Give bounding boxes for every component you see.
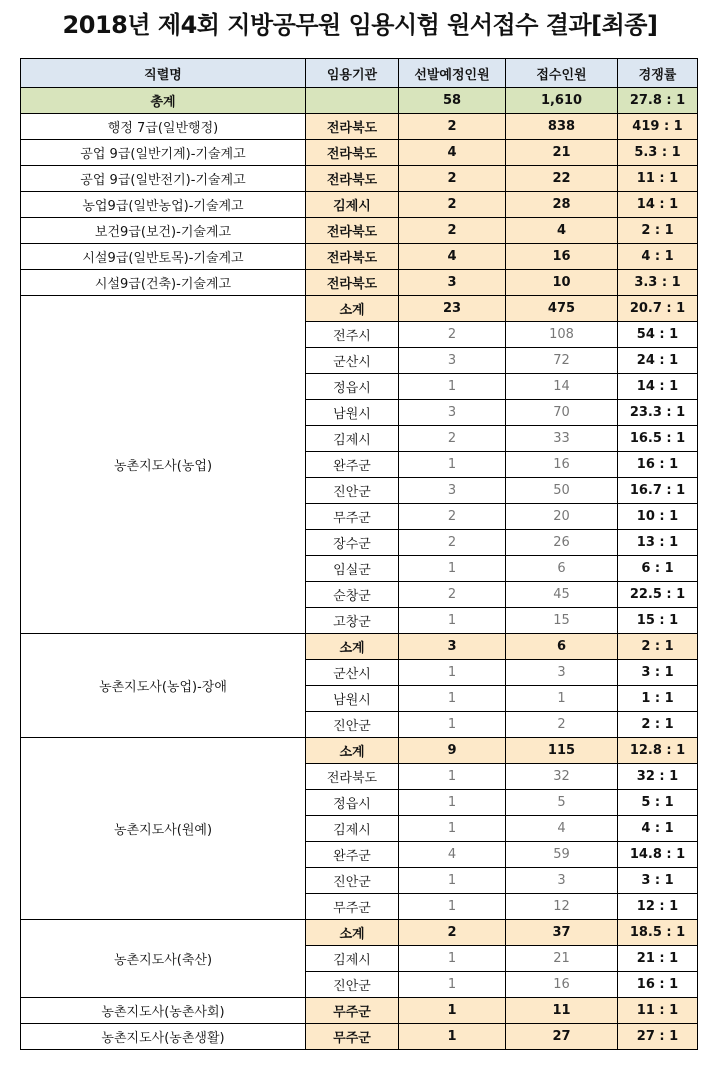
group-job-name: 농촌지도사(농업) bbox=[21, 296, 306, 634]
header-selected: 선발예정인원 bbox=[399, 59, 506, 88]
selected-count: 4 bbox=[399, 842, 506, 868]
selected-count: 1 bbox=[399, 868, 506, 894]
subtotal-selected: 23 bbox=[399, 296, 506, 322]
applicant-count: 1 bbox=[506, 686, 618, 712]
job-name: 보건9급(보건)-기술계고 bbox=[21, 218, 306, 244]
total-org bbox=[306, 88, 399, 114]
table-row bbox=[21, 244, 698, 270]
subtotal-row bbox=[21, 296, 698, 322]
competition-ratio: 3 : 1 bbox=[618, 660, 698, 686]
selected-count: 2 bbox=[399, 504, 506, 530]
org-name: 무주군 bbox=[306, 504, 399, 530]
subtotal-label: 소계 bbox=[306, 738, 399, 764]
applicant-count: 59 bbox=[506, 842, 618, 868]
org-name: 진안군 bbox=[306, 868, 399, 894]
subtotal-ratio: 20.7 : 1 bbox=[618, 296, 698, 322]
subtotal-applicants: 475 bbox=[506, 296, 618, 322]
org-name: 남원시 bbox=[306, 400, 399, 426]
selected-count: 2 bbox=[399, 426, 506, 452]
competition-ratio: 27 : 1 bbox=[618, 1024, 698, 1050]
group-job-name: 농촌지도사(농업)-장애 bbox=[21, 634, 306, 738]
org-name: 무주군 bbox=[306, 998, 399, 1024]
applicant-count: 2 bbox=[506, 712, 618, 738]
job-name: 농업9급(일반농업)-기술계고 bbox=[21, 192, 306, 218]
selected-count: 3 bbox=[399, 270, 506, 296]
subtotal-row bbox=[21, 738, 698, 764]
org-name: 김제시 bbox=[306, 946, 399, 972]
competition-ratio: 14 : 1 bbox=[618, 192, 698, 218]
competition-ratio: 22.5 : 1 bbox=[618, 582, 698, 608]
org-name: 전라북도 bbox=[306, 114, 399, 140]
applicant-count: 21 bbox=[506, 946, 618, 972]
org-name: 전라북도 bbox=[306, 764, 399, 790]
selected-count: 1 bbox=[399, 374, 506, 400]
total-row bbox=[21, 88, 698, 114]
competition-ratio: 5 : 1 bbox=[618, 790, 698, 816]
total-label: 총계 bbox=[21, 88, 306, 114]
applicant-count: 12 bbox=[506, 894, 618, 920]
org-name: 완주군 bbox=[306, 842, 399, 868]
table-body bbox=[21, 88, 698, 1050]
org-name: 정읍시 bbox=[306, 790, 399, 816]
competition-ratio: 4 : 1 bbox=[618, 244, 698, 270]
table-row bbox=[21, 192, 698, 218]
table-row bbox=[21, 270, 698, 296]
subtotal-row bbox=[21, 920, 698, 946]
selected-count: 2 bbox=[399, 218, 506, 244]
job-name: 시설9급(일반토목)-기술계고 bbox=[21, 244, 306, 270]
subtotal-selected: 3 bbox=[399, 634, 506, 660]
competition-ratio: 11 : 1 bbox=[618, 166, 698, 192]
org-name: 군산시 bbox=[306, 348, 399, 374]
table-row bbox=[21, 218, 698, 244]
applicant-count: 15 bbox=[506, 608, 618, 634]
selected-count: 2 bbox=[399, 114, 506, 140]
selected-count: 3 bbox=[399, 400, 506, 426]
applicant-count: 45 bbox=[506, 582, 618, 608]
competition-ratio: 2 : 1 bbox=[618, 712, 698, 738]
competition-ratio: 14 : 1 bbox=[618, 374, 698, 400]
competition-ratio: 24 : 1 bbox=[618, 348, 698, 374]
competition-ratio: 3 : 1 bbox=[618, 868, 698, 894]
competition-ratio: 419 : 1 bbox=[618, 114, 698, 140]
competition-ratio: 12 : 1 bbox=[618, 894, 698, 920]
subtotal-ratio: 18.5 : 1 bbox=[618, 920, 698, 946]
org-name: 전라북도 bbox=[306, 244, 399, 270]
applicant-count: 11 bbox=[506, 998, 618, 1024]
selected-count: 1 bbox=[399, 660, 506, 686]
applicant-count: 3 bbox=[506, 868, 618, 894]
selected-count: 1 bbox=[399, 556, 506, 582]
selected-count: 1 bbox=[399, 608, 506, 634]
table-row bbox=[21, 1024, 698, 1050]
applicant-count: 4 bbox=[506, 816, 618, 842]
applicant-count: 14 bbox=[506, 374, 618, 400]
subtotal-row bbox=[21, 634, 698, 660]
org-name: 완주군 bbox=[306, 452, 399, 478]
org-name: 진안군 bbox=[306, 478, 399, 504]
selected-count: 3 bbox=[399, 348, 506, 374]
org-name: 무주군 bbox=[306, 894, 399, 920]
applicant-count: 4 bbox=[506, 218, 618, 244]
selected-count: 1 bbox=[399, 816, 506, 842]
applicant-count: 16 bbox=[506, 972, 618, 998]
competition-ratio: 11 : 1 bbox=[618, 998, 698, 1024]
total-ratio: 27.8 : 1 bbox=[618, 88, 698, 114]
job-name: 시설9급(건축)-기술계고 bbox=[21, 270, 306, 296]
org-name: 전주시 bbox=[306, 322, 399, 348]
selected-count: 1 bbox=[399, 894, 506, 920]
total-applicants: 1,610 bbox=[506, 88, 618, 114]
table-row bbox=[21, 140, 698, 166]
selected-count: 2 bbox=[399, 192, 506, 218]
org-name: 전라북도 bbox=[306, 270, 399, 296]
competition-ratio: 16 : 1 bbox=[618, 452, 698, 478]
org-name: 남원시 bbox=[306, 686, 399, 712]
selected-count: 1 bbox=[399, 1024, 506, 1050]
competition-ratio: 23.3 : 1 bbox=[618, 400, 698, 426]
selected-count: 1 bbox=[399, 972, 506, 998]
subtotal-applicants: 37 bbox=[506, 920, 618, 946]
org-name: 진안군 bbox=[306, 972, 399, 998]
applicant-count: 26 bbox=[506, 530, 618, 556]
header-job: 직렬명 bbox=[21, 59, 306, 88]
competition-ratio: 5.3 : 1 bbox=[618, 140, 698, 166]
competition-ratio: 16.7 : 1 bbox=[618, 478, 698, 504]
org-name: 군산시 bbox=[306, 660, 399, 686]
org-name: 장수군 bbox=[306, 530, 399, 556]
org-name: 김제시 bbox=[306, 426, 399, 452]
applicant-count: 72 bbox=[506, 348, 618, 374]
selected-count: 1 bbox=[399, 686, 506, 712]
selected-count: 4 bbox=[399, 140, 506, 166]
competition-ratio: 54 : 1 bbox=[618, 322, 698, 348]
selected-count: 1 bbox=[399, 946, 506, 972]
applicant-count: 28 bbox=[506, 192, 618, 218]
applicant-count: 32 bbox=[506, 764, 618, 790]
competition-ratio: 32 : 1 bbox=[618, 764, 698, 790]
job-name: 공업 9급(일반전기)-기술계고 bbox=[21, 166, 306, 192]
total-selected: 58 bbox=[399, 88, 506, 114]
subtotal-ratio: 12.8 : 1 bbox=[618, 738, 698, 764]
results-table bbox=[20, 58, 698, 1050]
selected-count: 1 bbox=[399, 712, 506, 738]
subtotal-selected: 2 bbox=[399, 920, 506, 946]
applicant-count: 22 bbox=[506, 166, 618, 192]
job-name: 농촌지도사(농촌생활) bbox=[21, 1024, 306, 1050]
group-job-name: 농촌지도사(축산) bbox=[21, 920, 306, 998]
applicant-count: 21 bbox=[506, 140, 618, 166]
org-name: 전라북도 bbox=[306, 218, 399, 244]
header-applicants: 접수인원 bbox=[506, 59, 618, 88]
selected-count: 1 bbox=[399, 998, 506, 1024]
org-name: 고창군 bbox=[306, 608, 399, 634]
subtotal-applicants: 115 bbox=[506, 738, 618, 764]
applicant-count: 27 bbox=[506, 1024, 618, 1050]
competition-ratio: 2 : 1 bbox=[618, 218, 698, 244]
competition-ratio: 21 : 1 bbox=[618, 946, 698, 972]
subtotal-ratio: 2 : 1 bbox=[618, 634, 698, 660]
competition-ratio: 10 : 1 bbox=[618, 504, 698, 530]
header-org: 임용기관 bbox=[306, 59, 399, 88]
selected-count: 2 bbox=[399, 166, 506, 192]
selected-count: 1 bbox=[399, 764, 506, 790]
job-name: 공업 9급(일반기계)-기술계고 bbox=[21, 140, 306, 166]
applicant-count: 20 bbox=[506, 504, 618, 530]
applicant-count: 3 bbox=[506, 660, 618, 686]
applicant-count: 33 bbox=[506, 426, 618, 452]
competition-ratio: 16 : 1 bbox=[618, 972, 698, 998]
competition-ratio: 4 : 1 bbox=[618, 816, 698, 842]
competition-ratio: 13 : 1 bbox=[618, 530, 698, 556]
selected-count: 4 bbox=[399, 244, 506, 270]
selected-count: 3 bbox=[399, 478, 506, 504]
table-row bbox=[21, 998, 698, 1024]
group-job-name: 농촌지도사(원예) bbox=[21, 738, 306, 920]
competition-ratio: 16.5 : 1 bbox=[618, 426, 698, 452]
org-name: 전라북도 bbox=[306, 166, 399, 192]
applicant-count: 16 bbox=[506, 244, 618, 270]
applicant-count: 10 bbox=[506, 270, 618, 296]
job-name: 행정 7급(일반행정) bbox=[21, 114, 306, 140]
org-name: 무주군 bbox=[306, 1024, 399, 1050]
org-name: 순창군 bbox=[306, 582, 399, 608]
applicant-count: 838 bbox=[506, 114, 618, 140]
header-ratio: 경쟁률 bbox=[618, 59, 698, 88]
applicant-count: 5 bbox=[506, 790, 618, 816]
table-row bbox=[21, 114, 698, 140]
competition-ratio: 15 : 1 bbox=[618, 608, 698, 634]
competition-ratio: 14.8 : 1 bbox=[618, 842, 698, 868]
applicant-count: 108 bbox=[506, 322, 618, 348]
selected-count: 1 bbox=[399, 790, 506, 816]
org-name: 김제시 bbox=[306, 816, 399, 842]
table-row bbox=[21, 166, 698, 192]
header-row bbox=[21, 59, 698, 88]
selected-count: 2 bbox=[399, 582, 506, 608]
selected-count: 2 bbox=[399, 530, 506, 556]
applicant-count: 6 bbox=[506, 556, 618, 582]
competition-ratio: 6 : 1 bbox=[618, 556, 698, 582]
competition-ratio: 1 : 1 bbox=[618, 686, 698, 712]
org-name: 임실군 bbox=[306, 556, 399, 582]
org-name: 김제시 bbox=[306, 192, 399, 218]
subtotal-selected: 9 bbox=[399, 738, 506, 764]
job-name: 농촌지도사(농촌사회) bbox=[21, 998, 306, 1024]
subtotal-label: 소계 bbox=[306, 634, 399, 660]
applicant-count: 16 bbox=[506, 452, 618, 478]
page-title: 2018년 제4회 지방공무원 임용시험 원서접수 결과[최종] bbox=[62, 11, 658, 39]
competition-ratio: 3.3 : 1 bbox=[618, 270, 698, 296]
org-name: 정읍시 bbox=[306, 374, 399, 400]
org-name: 전라북도 bbox=[306, 140, 399, 166]
applicant-count: 50 bbox=[506, 478, 618, 504]
applicant-count: 70 bbox=[506, 400, 618, 426]
subtotal-label: 소계 bbox=[306, 296, 399, 322]
selected-count: 2 bbox=[399, 322, 506, 348]
org-name: 진안군 bbox=[306, 712, 399, 738]
subtotal-label: 소계 bbox=[306, 920, 399, 946]
subtotal-applicants: 6 bbox=[506, 634, 618, 660]
selected-count: 1 bbox=[399, 452, 506, 478]
